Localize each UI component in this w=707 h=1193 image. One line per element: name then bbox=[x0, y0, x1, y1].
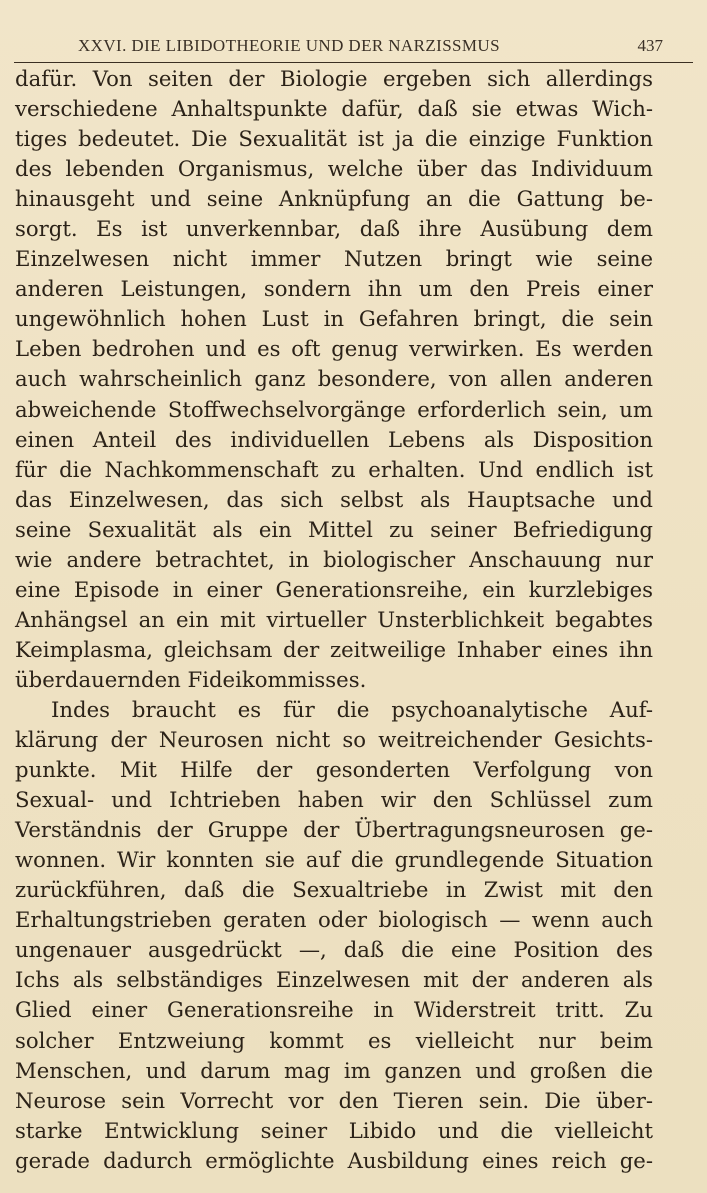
running-title: XXVI. DIE LIBIDOTHEORIE UND DER NARZISSMUS bbox=[78, 36, 500, 55]
page-header bbox=[14, 34, 693, 63]
text-line: wonnen. Wir konnten sie auf die grundlegende Situation bbox=[15, 847, 653, 873]
text-line: Neurose sein Vorrecht vor den Tieren sein. Die über- bbox=[15, 1087, 653, 1113]
text-line: anderen Leistungen, sondern ihn um den Preis einer bbox=[15, 276, 653, 302]
text-line: hinausgeht und seine Anknüpfung an die Gattung be- bbox=[15, 186, 653, 212]
text-line: ungewöhnlich hohen Lust in Gefahren bringt, die sein bbox=[15, 306, 653, 332]
text-line: abweichende Stoffwechselvorgänge erforderlich sein, um bbox=[15, 396, 653, 422]
text-line: Erhaltungstrieben geraten oder biologisch — wenn auch bbox=[15, 907, 653, 933]
text-line: wie andere betrachtet, in biologischer Anschauung nur bbox=[15, 546, 653, 572]
text-line: seine Sexualität als ein Mittel zu seiner Befriedigung bbox=[15, 516, 653, 542]
text-line: tiges bedeutet. Die Sexualität ist ja die einzige Funktion bbox=[15, 126, 653, 152]
text-line: gerade dadurch ermöglichte Ausbildung eines reich ge- bbox=[15, 1147, 653, 1173]
text-line: das Einzelwesen, das sich selbst als Hauptsache und bbox=[15, 486, 653, 512]
text-line: Anhängsel an ein mit virtueller Unsterblichkeit begabtes bbox=[15, 606, 653, 632]
text-line: Ichs als selbständiges Einzelwesen mit der anderen als bbox=[15, 967, 653, 993]
text-line: auch wahrscheinlich ganz besondere, von allen anderen bbox=[15, 366, 653, 392]
body-text bbox=[15, 64, 653, 1176]
text-line: Einzelwesen nicht immer Nutzen bringt wie seine bbox=[15, 246, 653, 272]
text-line: Sexual- und Ichtrieben haben wir den Schlüssel zum bbox=[15, 787, 653, 813]
text-line: für die Nachkommenschaft zu erhalten. Und endlich ist bbox=[15, 456, 653, 482]
text-line: überdauernden Fideikommisses. bbox=[15, 666, 367, 692]
text-line: des lebenden Organismus, welche über das Individuum bbox=[15, 156, 653, 182]
text-line: verschiedene Anhaltspunkte dafür, daß sie etwas Wich- bbox=[15, 96, 653, 122]
text-line: zurückführen, daß die Sexualtriebe in Zwist mit den bbox=[15, 877, 653, 903]
text-line: punkte. Mit Hilfe der gesonderten Verfolgung von bbox=[15, 757, 653, 783]
text-line: Verständnis der Gruppe der Übertragungsneurosen ge- bbox=[15, 817, 653, 843]
paragraph-2 bbox=[15, 695, 653, 1176]
text-line: solcher Entzweiung kommt es vielleicht nur beim bbox=[15, 1027, 653, 1053]
text-line: Menschen, und darum mag im ganzen und großen die bbox=[15, 1057, 653, 1083]
page-number: 437 bbox=[637, 36, 663, 55]
text-line: eine Episode in einer Generationsreihe, ein kurzlebiges bbox=[15, 576, 653, 602]
text-line: Glied einer Generationsreihe in Widerstreit tritt. Zu bbox=[15, 997, 653, 1023]
text-line: Keimplasma, gleichsam der zeitweilige Inhaber eines ihn bbox=[15, 636, 653, 662]
text-line: klärung der Neurosen nicht so weitreichender Gesichts- bbox=[15, 727, 653, 753]
text-line: Indes braucht es für die psychoanalytische Auf- bbox=[51, 696, 653, 722]
text-line: ungenauer ausgedrückt —, daß die eine Position des bbox=[15, 937, 653, 963]
paragraph-1 bbox=[15, 64, 653, 695]
text-line: sorgt. Es ist unverkennbar, daß ihre Ausübung dem bbox=[15, 216, 653, 242]
text-line: starke Entwicklung seiner Libido und die vielleicht bbox=[15, 1117, 653, 1143]
text-line: Leben bedrohen und es oft genug verwirken. Es werden bbox=[15, 336, 653, 362]
text-line: dafür. Von seiten der Biologie ergeben sich allerdings bbox=[15, 66, 653, 91]
text-line: einen Anteil des individuellen Lebens als Disposition bbox=[15, 426, 653, 452]
